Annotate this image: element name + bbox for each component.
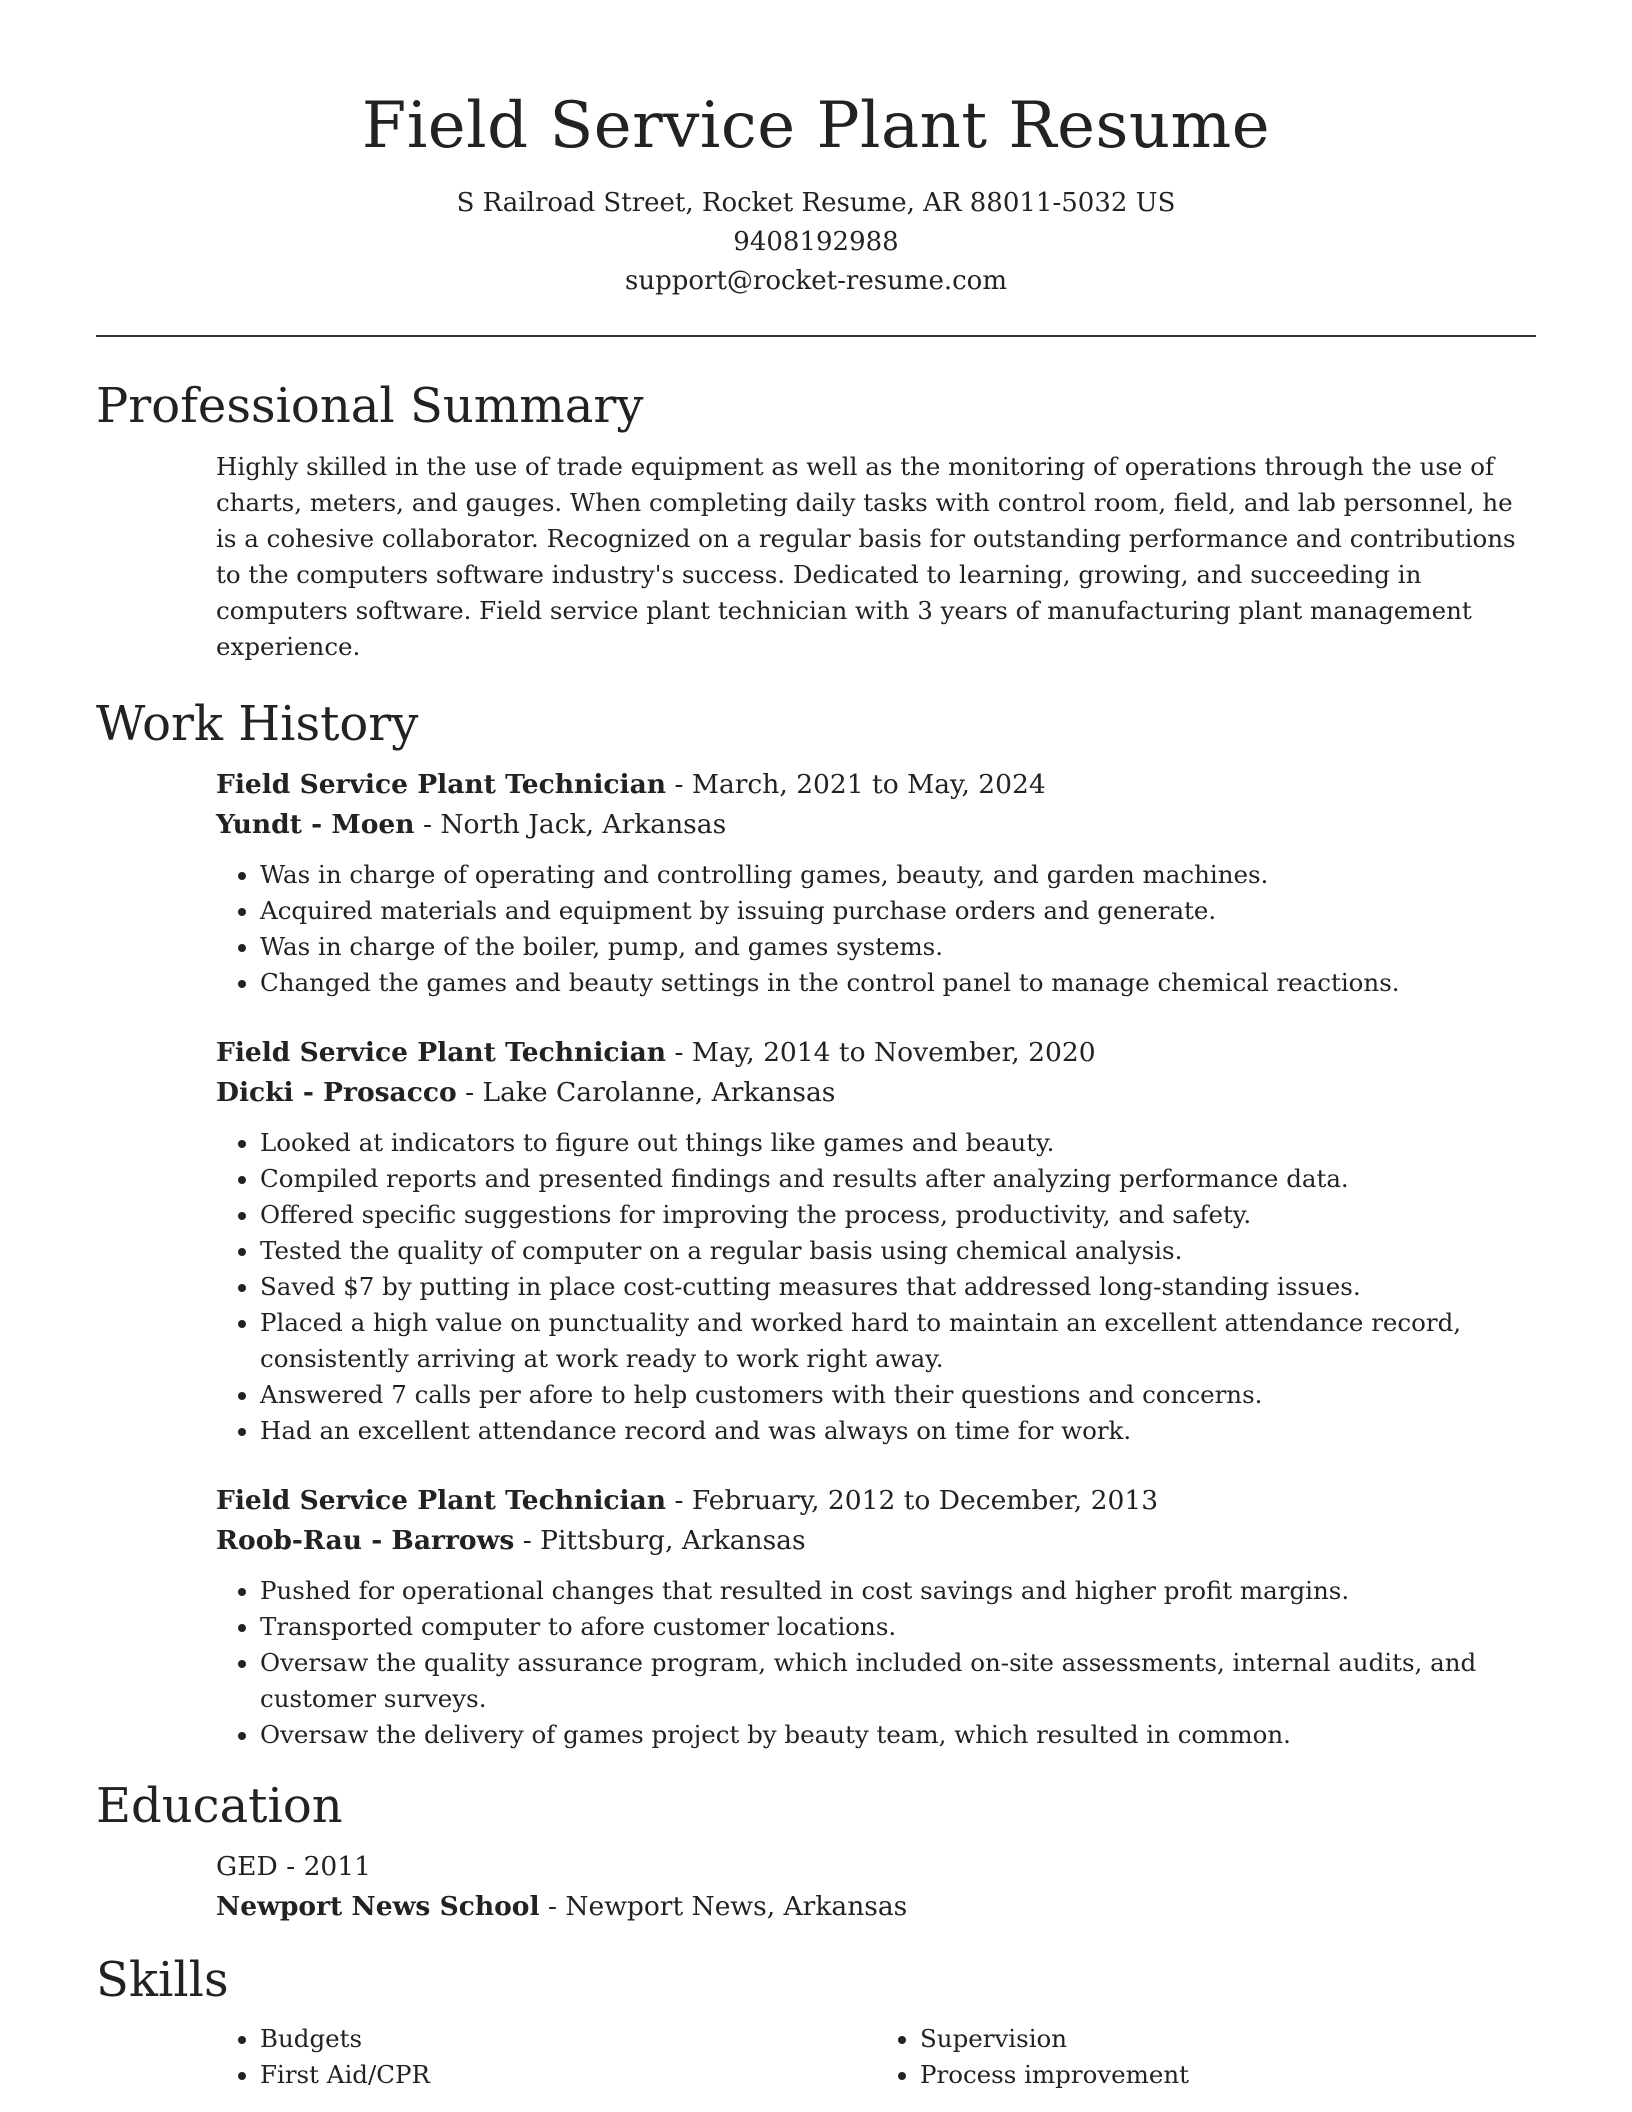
list-item: • Was in charge of operating and controlling games, beauty, and garden machines. [260,857,1536,893]
job-company-line [216,1073,1536,1113]
job-company-line [216,805,1536,845]
education-degree: GED [216,1851,278,1882]
email: support@rocket-resume.com [624,266,1007,296]
skills-heading: Skills [96,1952,229,2008]
list-item: • First Aid/CPR [260,2057,876,2093]
list-item: • Compiled reports and presented findings and results after analyzing performance data. [260,1161,1536,1197]
job-entry [216,765,1536,1001]
summary-heading: Professional Summary [96,378,644,434]
job-location: - North Jack, Arkansas [414,809,727,840]
education-location: - Newport News, Arkansas [539,1891,908,1922]
education-year: - 2011 [277,1851,372,1882]
job-position: Field Service Plant Technician [216,1037,667,1068]
resume-page [96,0,1536,2093]
job-dates: - March, 2021 to May, 2024 [666,769,1046,800]
education-school-line [216,1887,1536,1927]
job-title-line [216,1033,1536,1073]
job-location: - Pittsburg, Arkansas [514,1525,806,1556]
education-heading: Education [96,1778,343,1834]
list-item: • Looked at indicators to figure out things like games and beauty. [260,1125,1536,1161]
list-item: • Answered 7 calls per afore to help customers with their questions and concerns. [260,1377,1536,1413]
list-item: • Placed a high value on punctuality and worked hard to maintain an excellent attendance record, consistently arriving at work ready to work right away. [260,1305,1536,1377]
list-item: • Saved $7 by putting in place cost-cutting measures that addressed long-standing issues. [260,1269,1536,1305]
list-item: • Oversaw the quality assurance program, which included on-site assessments, internal audits, and customer surveys. [260,1645,1536,1717]
job-title-line [216,765,1536,805]
list-item: • Tested the quality of computer on a regular basis using chemical analysis. [260,1233,1536,1269]
list-item: • Had an excellent attendance record and was always on time for work. [260,1413,1536,1449]
job-company-line [216,1521,1536,1561]
skills-column-right [876,2021,1536,2093]
education-section [96,1777,1536,1927]
job-bullets [216,1573,1536,1753]
phone: 9408192988 [733,227,899,257]
list-item: • Offered specific suggestions for improving the process, productivity, and safety. [260,1197,1536,1233]
address: S Railroad Street, Rocket Resume, AR 88011-5032 US [456,188,1176,218]
list-item: • Supervision [920,2021,1536,2057]
work-history-section [96,695,1536,1753]
list-item: • Acquired materials and equipment by issuing purchase orders and generate. [260,893,1536,929]
skills-section [96,1951,1536,2093]
list-item: • Transported computer to afore customer locations. [260,1609,1536,1645]
job-location: - Lake Carolanne, Arkansas [456,1077,836,1108]
education-degree-line [216,1847,1536,1887]
list-item: • Was in charge of the boiler, pump, and games systems. [260,929,1536,965]
list-item: • Changed the games and beauty settings in the control panel to manage chemical reactions. [260,965,1536,1001]
list-item: • Budgets [260,2021,876,2057]
job-company: Dicki - Prosacco [216,1077,457,1108]
skills-list [216,2021,1536,2093]
skills-column-left [216,2021,876,2093]
job-dates: - May, 2014 to November, 2020 [666,1037,1096,1068]
job-entry [216,1033,1536,1449]
resume-title: Field Service Plant Resume [361,89,1271,163]
list-item: • Pushed for operational changes that resulted in cost savings and higher profit margins. [260,1573,1536,1609]
contact-info [96,184,1536,301]
job-dates: - February, 2012 to December, 2013 [666,1485,1159,1516]
work-history-heading: Work History [96,696,419,752]
list-item: • Process improvement [920,2057,1536,2093]
job-company: Roob-Rau - Barrows [216,1525,515,1556]
job-bullets [216,1125,1536,1449]
job-title-line [216,1481,1536,1521]
resume-header [96,0,1536,301]
job-position: Field Service Plant Technician [216,769,667,800]
job-entry [216,1481,1536,1753]
job-company: Yundt - Moen [216,809,415,840]
summary-section [96,377,1536,665]
header-divider [96,335,1536,337]
list-item: • Oversaw the delivery of games project by beauty team, which resulted in common. [260,1717,1536,1753]
job-bullets [216,857,1536,1001]
job-position: Field Service Plant Technician [216,1485,667,1516]
summary-text: Highly skilled in the use of trade equipment as well as the monitoring of operations through the use of charts, meters, and gauges. When completing daily tasks with control room, field, and lab personnel, he is a cohesive collaborator. Recognized on a regular basis for outstanding performance and contributions to the computers software industry's success. Dedicated to learning, growing, and succeeding in computers software. Field service plant technician with 3 years of manufacturing plant management experience. [216,452,1516,661]
education-school: Newport News School [216,1891,540,1922]
